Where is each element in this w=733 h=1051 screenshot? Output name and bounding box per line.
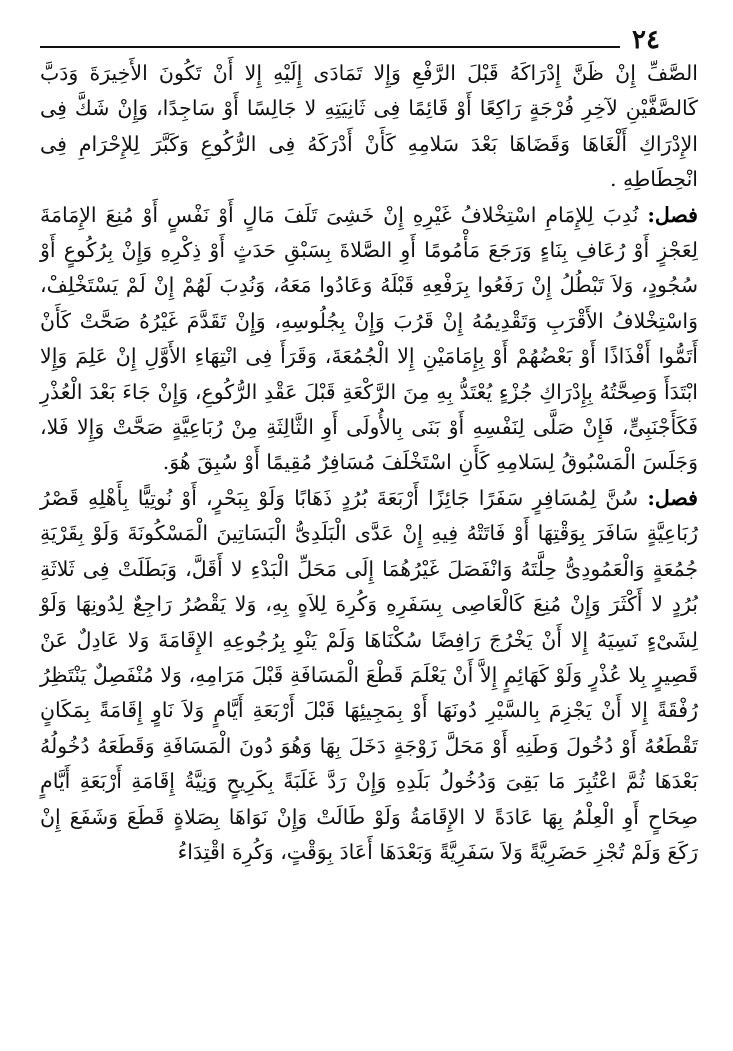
header-rule [40,46,620,48]
paragraph-1 [40,56,698,198]
paragraph-2-text: نُدِبَ لِلإِمَامِ اسْتِخْلافُ غَيْرِهِ إِنْ خَشِىَ تَلَفَ مَالٍ أَوْ نَفْسٍ أَوْ مُنِعَ الإِمَامَةَ لِعَجْزٍ أَوْ رُعَافِ بِنَاءٍ وَرَجَعَ مَأْمُومًا أَوِ الصَّلاةَ بِسَبْقِ حَدَثٍ أَوْ ذِكْرِهِ وَإِنْ بِرُكُوعٍ أَوْ سُجُودٍ، وَلاَ تَبْطُلُ إِنْ رَفَعُوا بِرَفْعِهِ قَبْلَهُ وَعَادُوا مَعَهُ، وَنُدِبَ لَهُمْ إِنْ لَمْ يَسْتَخْلِفْ، وَاسْتِخْلافُ الأَقْرَبِ وَتَقْدِيمُهُ إِنْ قَرُبَ وَإِنْ بِجُلُوسِهِ، وَإِنْ تَقَدَّمَ غَيْرُهُ صَحَّتْ كَأَنْ أَتَمُّوا أَفْذَاذًا أَوْ بَعْضُهُمْ أَوْ بِإِمَامَيْنِ إِلا الْجُمُعَةَ، وَقَرَأَ فِى انْتِهَاءِ الأَوَّلِ إِنْ عَلِمَ وَإِلا ابْتَدَأَ وَصِحَّتُهُ بِإِدْرَاكِ جُزْءٍ يُعْتَدُّ بِهِ مِنَ الرَّكْعَةِ قَبْلَ عَقْدِ الرُّكُوعِ، وَإِنْ جَاءَ بَعْدَ الْعُذْرِ فَكَأَجْنَبِىٍّ، فَإِنْ صَلَّى لِنَفْسِهِ أَوْ بَنَى بِالأُولَى أَوِ الثَّالِثَةِ مِنْ رُبَاعِيَّةٍ صَحَّتْ وَإِلا فَلا، وَجَلَسَ الْمَسْبُوقُ لِسَلامِهِ كَأَنِ اسْتَخْلَفَ مُسَافِرٌ مُقِيمًا أَوْ سُبِقَ هُوَ. [40,202,699,475]
paragraph-3-text: سُنَّ لِمُسَافِرٍ سَفَرًا جَائِزًا أَرْبَعَةَ بُرُدٍ ذَهَابًا وَلَوْ بِبَحْرٍ، أَوْ نُوتِيًّا بِأَهْلِهِ قَصْرُ رُبَاعِيَّةٍ سَافَرَ بِوَقْتِهَا أَوْ فَاتَتْهُ فِيهِ إِنْ عَدَّى الْبَلَدِىُّ الْبَسَاتِينَ الْمَسْكُونَةَ وَلَوْ بِقَرْيَةِ جُمُعَةٍ وَالْعَمُودِىُّ حِلَّتَهُ وَانْفَصَلَ غَيْرُهُمَا إِلَى مَحَلِّ الْبَدْءِ لا أَقَلَّ، وَبَطَلَتْ فِى ثَلاثَةِ بُرُدٍ لا أَكْثَرَ وَإِنْ مُنِعَ كَالْعَاصِى بِسَفَرِهِ وَكُرِهَ لِلاَهٍ بِهِ، وَلا يَقْصُرُ رَاجِعٌ لِدُونِهَا وَلَوْ لِشَىْءٍ نَسِيَهُ إِلا أَنْ يَخْرُجَ رَافِضًا سُكْنَاهَا وَلَمْ يَنْوِ بِرُجُوعِهِ الإِقَامَةَ وَلا عَادِلٌ عَنْ قَصِيرٍ بِلا عُذْرٍ وَلَوْ كَهَائِمٍ إِلاَّ أَنْ يَعْلَمَ قَطْعَ الْمَسَافَةِ قَبْلَ مَرَامِهِ، وَلا مُنْفَصِلٌ يَنْتَظِرُ رُفْقَةً إِلا أَنْ يَجْزِمَ بِالسَّيْرِ دُونَهَا أَوْ بِمَجِيئِهَا قَبْلَ أَرْبَعَةِ أَيَّامٍ وَلاَ نَاوٍ إِقَامَةً بِمَكَانٍ تَقْطَعُهُ أَوْ دُخُولَ وَطَنِهِ أَوْ مَحَلَّ زَوْجَةٍ دَخَلَ بِهَا وَهُوَ دُونَ الْمَسَافَةِ وَقَطَعَهُ دُخُولُهُ بَعْدَهَا ثُمَّ اعْتُبِرَ مَا بَقِىَ وَدُخُولُ بَلَدِهِ وَإِنْ رَدَّ غَلَبَةً بِكَرِيحٍ وَنِيَّةُ إِقَامَةِ أَرْبَعَةِ أَيَّامٍ صِحَاحٍ أَوِ الْعِلْمُ بِهَا عَادَةً لا الإِقَامَةُ وَلَوْ طَالَتْ وَإِنْ نَوَاهَا بِصَلاةٍ قَطَعَ وَشَفَعَ إِنْ رَكَعَ وَلَمْ تُجْزِ حَضَرِيَّةً وَلاَ سَفَرِيَّةً وَبَعْدَهَا أَعَادَ بِوَقْتٍ، وَكُرِهَ اقْتِدَاءُ [40,485,698,864]
section-heading-fasl: فصل: [647,202,698,227]
paragraph-2 [40,198,698,481]
page-number: ٢٤ [632,25,660,55]
body-text [40,56,698,870]
paragraph-3 [40,481,698,870]
paragraph-1-text: الصَّفِّ إِنْ ظَنَّ إِدْرَاكَهُ قَبْلَ الرَّفْعِ وَإِلا تَمَادَى إِلَيْهِ إِلا أَنْ تَكُونَ الأَخِيرَةَ وَدَبَّ كَالصَّفَّيْنِ لآخِرِ فُرْجَةٍ رَاكِعًا أَوْ قَائِمًا فِى ثَانِيَتِهِ لا جَالِسًا أَوْ سَاجِدًا، وَإِنْ شَكَّ فِى الإِدْرَاكِ أَلْغَاهَا وَقَضَاهَا بَعْدَ سَلامِهِ كَأَنْ أَدْرَكَهُ فِى الرُّكُوعِ وَكَبَّرَ لِلإِحْرَامِ فِى انْحِطَاطِهِ . [40,61,698,192]
section-heading-fasl: فصل: [647,485,698,510]
